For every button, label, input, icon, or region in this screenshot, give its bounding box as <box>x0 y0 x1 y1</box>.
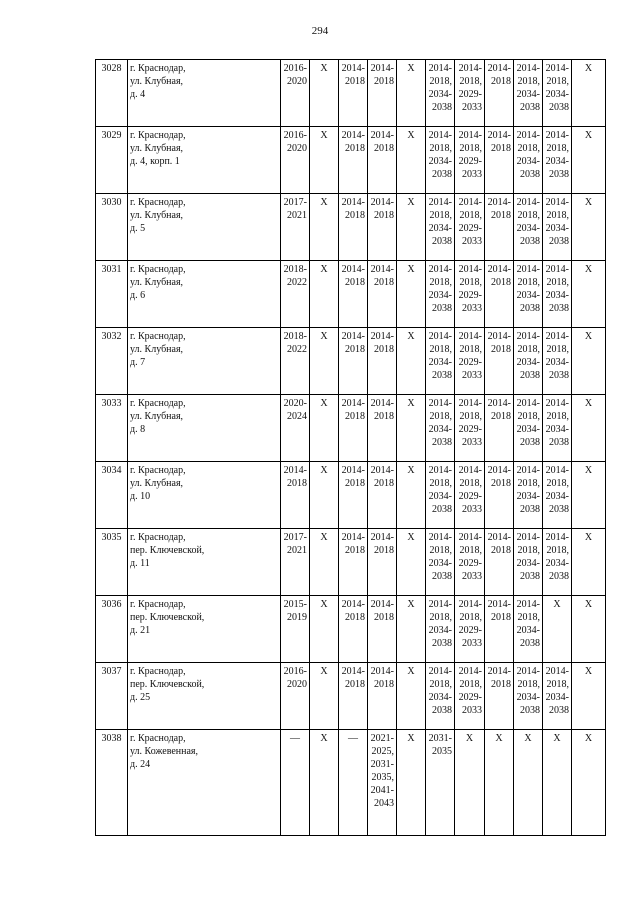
row-number: 3036 <box>96 596 128 663</box>
period-cell: 2014- 2018 <box>339 529 368 596</box>
period-cell: Х <box>572 60 606 127</box>
period-cell: 2014- 2018 <box>485 328 514 395</box>
period-cell: 2014- 2018, 2029- 2033 <box>455 60 485 127</box>
period-cell: Х <box>310 395 339 462</box>
address-cell: г. Краснодар, пер. Ключевской, д. 11 <box>128 529 281 596</box>
period-cell: 2017- 2021 <box>281 529 310 596</box>
period-cell: Х <box>455 730 485 836</box>
period-cell: 2014- 2018 <box>368 663 397 730</box>
period-cell: Х <box>572 529 606 596</box>
table-row <box>96 730 606 836</box>
period-cell: Х <box>572 663 606 730</box>
period-cell: 2014- 2018, 2034- 2038 <box>426 395 455 462</box>
table-row <box>96 596 606 663</box>
period-cell: Х <box>310 127 339 194</box>
period-cell: 2014- 2018, 2029- 2033 <box>455 462 485 529</box>
period-cell: 2014- 2018, 2034- 2038 <box>426 462 455 529</box>
row-number: 3032 <box>96 328 128 395</box>
period-cell: 2014- 2018 <box>368 596 397 663</box>
table-row <box>96 328 606 395</box>
table-row <box>96 462 606 529</box>
table-row <box>96 529 606 596</box>
address-cell: г. Краснодар, пер. Ключевской, д. 25 <box>128 663 281 730</box>
period-cell: 2014- 2018, 2029- 2033 <box>455 395 485 462</box>
period-cell: Х <box>572 730 606 836</box>
period-cell: 2017- 2021 <box>281 194 310 261</box>
period-cell: 2014- 2018, 2034- 2038 <box>543 194 572 261</box>
period-cell: Х <box>397 596 426 663</box>
period-cell: 2014- 2018, 2034- 2038 <box>514 194 543 261</box>
period-cell: 2014- 2018, 2034- 2038 <box>543 529 572 596</box>
period-cell: 2014- 2018, 2029- 2033 <box>455 328 485 395</box>
table-row <box>96 395 606 462</box>
row-number: 3038 <box>96 730 128 836</box>
table-row <box>96 261 606 328</box>
period-cell: 2018- 2022 <box>281 328 310 395</box>
period-cell: Х <box>397 663 426 730</box>
period-cell: 2014- 2018, 2034- 2038 <box>426 194 455 261</box>
period-cell: 2014- 2018, 2034- 2038 <box>426 261 455 328</box>
period-cell: 2014- 2018 <box>485 596 514 663</box>
page-number: 294 <box>311 25 329 37</box>
period-cell: 2014- 2018 <box>368 328 397 395</box>
period-cell: 2016- 2020 <box>281 663 310 730</box>
period-cell: 2014- 2018 <box>339 663 368 730</box>
period-cell: 2031- 2035 <box>426 730 455 836</box>
period-cell: 2014- 2018 <box>485 462 514 529</box>
table-row <box>96 194 606 261</box>
period-cell: 2014- 2018, 2034- 2038 <box>514 462 543 529</box>
period-cell: 2014- 2018 <box>485 663 514 730</box>
period-cell: Х <box>397 261 426 328</box>
table-row <box>96 663 606 730</box>
row-number: 3035 <box>96 529 128 596</box>
period-cell: Х <box>310 328 339 395</box>
period-cell: 2020- 2024 <box>281 395 310 462</box>
period-cell: 2014- 2018 <box>339 127 368 194</box>
period-cell: 2014- 2018, 2034- 2038 <box>543 261 572 328</box>
period-cell: 2014- 2018 <box>368 261 397 328</box>
period-cell: 2014- 2018 <box>485 60 514 127</box>
address-cell: г. Краснодар, ул. Клубная, д. 10 <box>128 462 281 529</box>
period-cell: 2014- 2018, 2034- 2038 <box>543 395 572 462</box>
period-cell: 2014- 2018, 2034- 2038 <box>426 529 455 596</box>
period-cell: 2014- 2018, 2034- 2038 <box>514 395 543 462</box>
row-number: 3031 <box>96 261 128 328</box>
period-cell: 2014- 2018, 2034- 2038 <box>426 127 455 194</box>
period-cell: Х <box>543 596 572 663</box>
house-registry-table <box>95 59 606 836</box>
period-cell: 2014- 2018, 2029- 2033 <box>455 261 485 328</box>
row-number: 3028 <box>96 60 128 127</box>
period-cell: 2014- 2018, 2034- 2038 <box>543 328 572 395</box>
period-cell: 2014- 2018, 2034- 2038 <box>514 529 543 596</box>
period-cell: 2014- 2018, 2034- 2038 <box>514 328 543 395</box>
period-cell: 2014- 2018 <box>281 462 310 529</box>
period-cell: Х <box>514 730 543 836</box>
period-cell: 2014- 2018, 2034- 2038 <box>543 127 572 194</box>
period-cell: Х <box>572 596 606 663</box>
period-cell: 2014- 2018, 2029- 2033 <box>455 194 485 261</box>
row-number: 3034 <box>96 462 128 529</box>
period-cell: 2014- 2018, 2034- 2038 <box>543 462 572 529</box>
period-cell: 2014- 2018 <box>368 529 397 596</box>
period-cell: — <box>339 730 368 836</box>
period-cell: Х <box>572 328 606 395</box>
address-cell: г. Краснодар, ул. Кожевенная, д. 24 <box>128 730 281 836</box>
period-cell: 2014- 2018 <box>485 529 514 596</box>
period-cell: 2014- 2018, 2034- 2038 <box>543 60 572 127</box>
period-cell: 2021- 2025, 2031- 2035, 2041- 2043 <box>368 730 397 836</box>
period-cell: 2014- 2018, 2034- 2038 <box>426 663 455 730</box>
address-cell: г. Краснодар, пер. Ключевской, д. 21 <box>128 596 281 663</box>
period-cell: Х <box>310 60 339 127</box>
period-cell: Х <box>485 730 514 836</box>
period-cell: Х <box>397 529 426 596</box>
row-number: 3033 <box>96 395 128 462</box>
period-cell: Х <box>572 462 606 529</box>
period-cell: 2014- 2018, 2034- 2038 <box>514 261 543 328</box>
period-cell: 2014- 2018 <box>339 328 368 395</box>
period-cell: 2014- 2018 <box>368 194 397 261</box>
row-number: 3030 <box>96 194 128 261</box>
period-cell: 2014- 2018, 2034- 2038 <box>514 663 543 730</box>
period-cell: 2016- 2020 <box>281 127 310 194</box>
period-cell: 2014- 2018 <box>485 261 514 328</box>
period-cell: Х <box>572 261 606 328</box>
period-cell: Х <box>397 395 426 462</box>
period-cell: Х <box>543 730 572 836</box>
period-cell: 2014- 2018, 2034- 2038 <box>514 127 543 194</box>
period-cell: 2014- 2018, 2034- 2038 <box>426 328 455 395</box>
period-cell: Х <box>397 60 426 127</box>
period-cell: Х <box>572 194 606 261</box>
address-cell: г. Краснодар, ул. Клубная, д. 8 <box>128 395 281 462</box>
period-cell: — <box>281 730 310 836</box>
period-cell: 2014- 2018, 2034- 2038 <box>426 60 455 127</box>
period-cell: 2014- 2018, 2034- 2038 <box>543 663 572 730</box>
address-cell: г. Краснодар, ул. Клубная, д. 4, корп. 1 <box>128 127 281 194</box>
table-row <box>96 127 606 194</box>
period-cell: Х <box>310 596 339 663</box>
period-cell: 2014- 2018 <box>339 395 368 462</box>
period-cell: 2014- 2018 <box>339 194 368 261</box>
period-cell: 2014- 2018 <box>485 127 514 194</box>
period-cell: 2014- 2018, 2034- 2038 <box>426 596 455 663</box>
period-cell: Х <box>572 395 606 462</box>
period-cell: 2014- 2018 <box>368 127 397 194</box>
period-cell: Х <box>310 261 339 328</box>
row-number: 3037 <box>96 663 128 730</box>
period-cell: Х <box>310 663 339 730</box>
period-cell: Х <box>572 127 606 194</box>
period-cell: 2018- 2022 <box>281 261 310 328</box>
period-cell: Х <box>397 194 426 261</box>
period-cell: 2014- 2018, 2029- 2033 <box>455 127 485 194</box>
address-cell: г. Краснодар, ул. Клубная, д. 7 <box>128 328 281 395</box>
period-cell: 2014- 2018 <box>368 395 397 462</box>
period-cell: 2014- 2018 <box>485 395 514 462</box>
period-cell: 2015- 2019 <box>281 596 310 663</box>
period-cell: 2014- 2018, 2029- 2033 <box>455 596 485 663</box>
period-cell: 2014- 2018 <box>368 462 397 529</box>
period-cell: 2014- 2018, 2034- 2038 <box>514 596 543 663</box>
period-cell: Х <box>310 730 339 836</box>
table-row <box>96 60 606 127</box>
period-cell: Х <box>397 730 426 836</box>
period-cell: 2014- 2018, 2029- 2033 <box>455 529 485 596</box>
period-cell: 2014- 2018 <box>339 462 368 529</box>
period-cell: Х <box>310 194 339 261</box>
period-cell: 2014- 2018 <box>485 194 514 261</box>
period-cell: Х <box>310 529 339 596</box>
period-cell: Х <box>397 127 426 194</box>
period-cell: 2014- 2018, 2034- 2038 <box>514 60 543 127</box>
row-number: 3029 <box>96 127 128 194</box>
period-cell: 2014- 2018 <box>339 261 368 328</box>
period-cell: Х <box>310 462 339 529</box>
period-cell: 2014- 2018, 2029- 2033 <box>455 663 485 730</box>
period-cell: 2016- 2020 <box>281 60 310 127</box>
period-cell: Х <box>397 328 426 395</box>
address-cell: г. Краснодар, ул. Клубная, д. 5 <box>128 194 281 261</box>
period-cell: 2014- 2018 <box>339 596 368 663</box>
address-cell: г. Краснодар, ул. Клубная, д. 4 <box>128 60 281 127</box>
period-cell: 2014- 2018 <box>339 60 368 127</box>
period-cell: Х <box>397 462 426 529</box>
period-cell: 2014- 2018 <box>368 60 397 127</box>
address-cell: г. Краснодар, ул. Клубная, д. 6 <box>128 261 281 328</box>
